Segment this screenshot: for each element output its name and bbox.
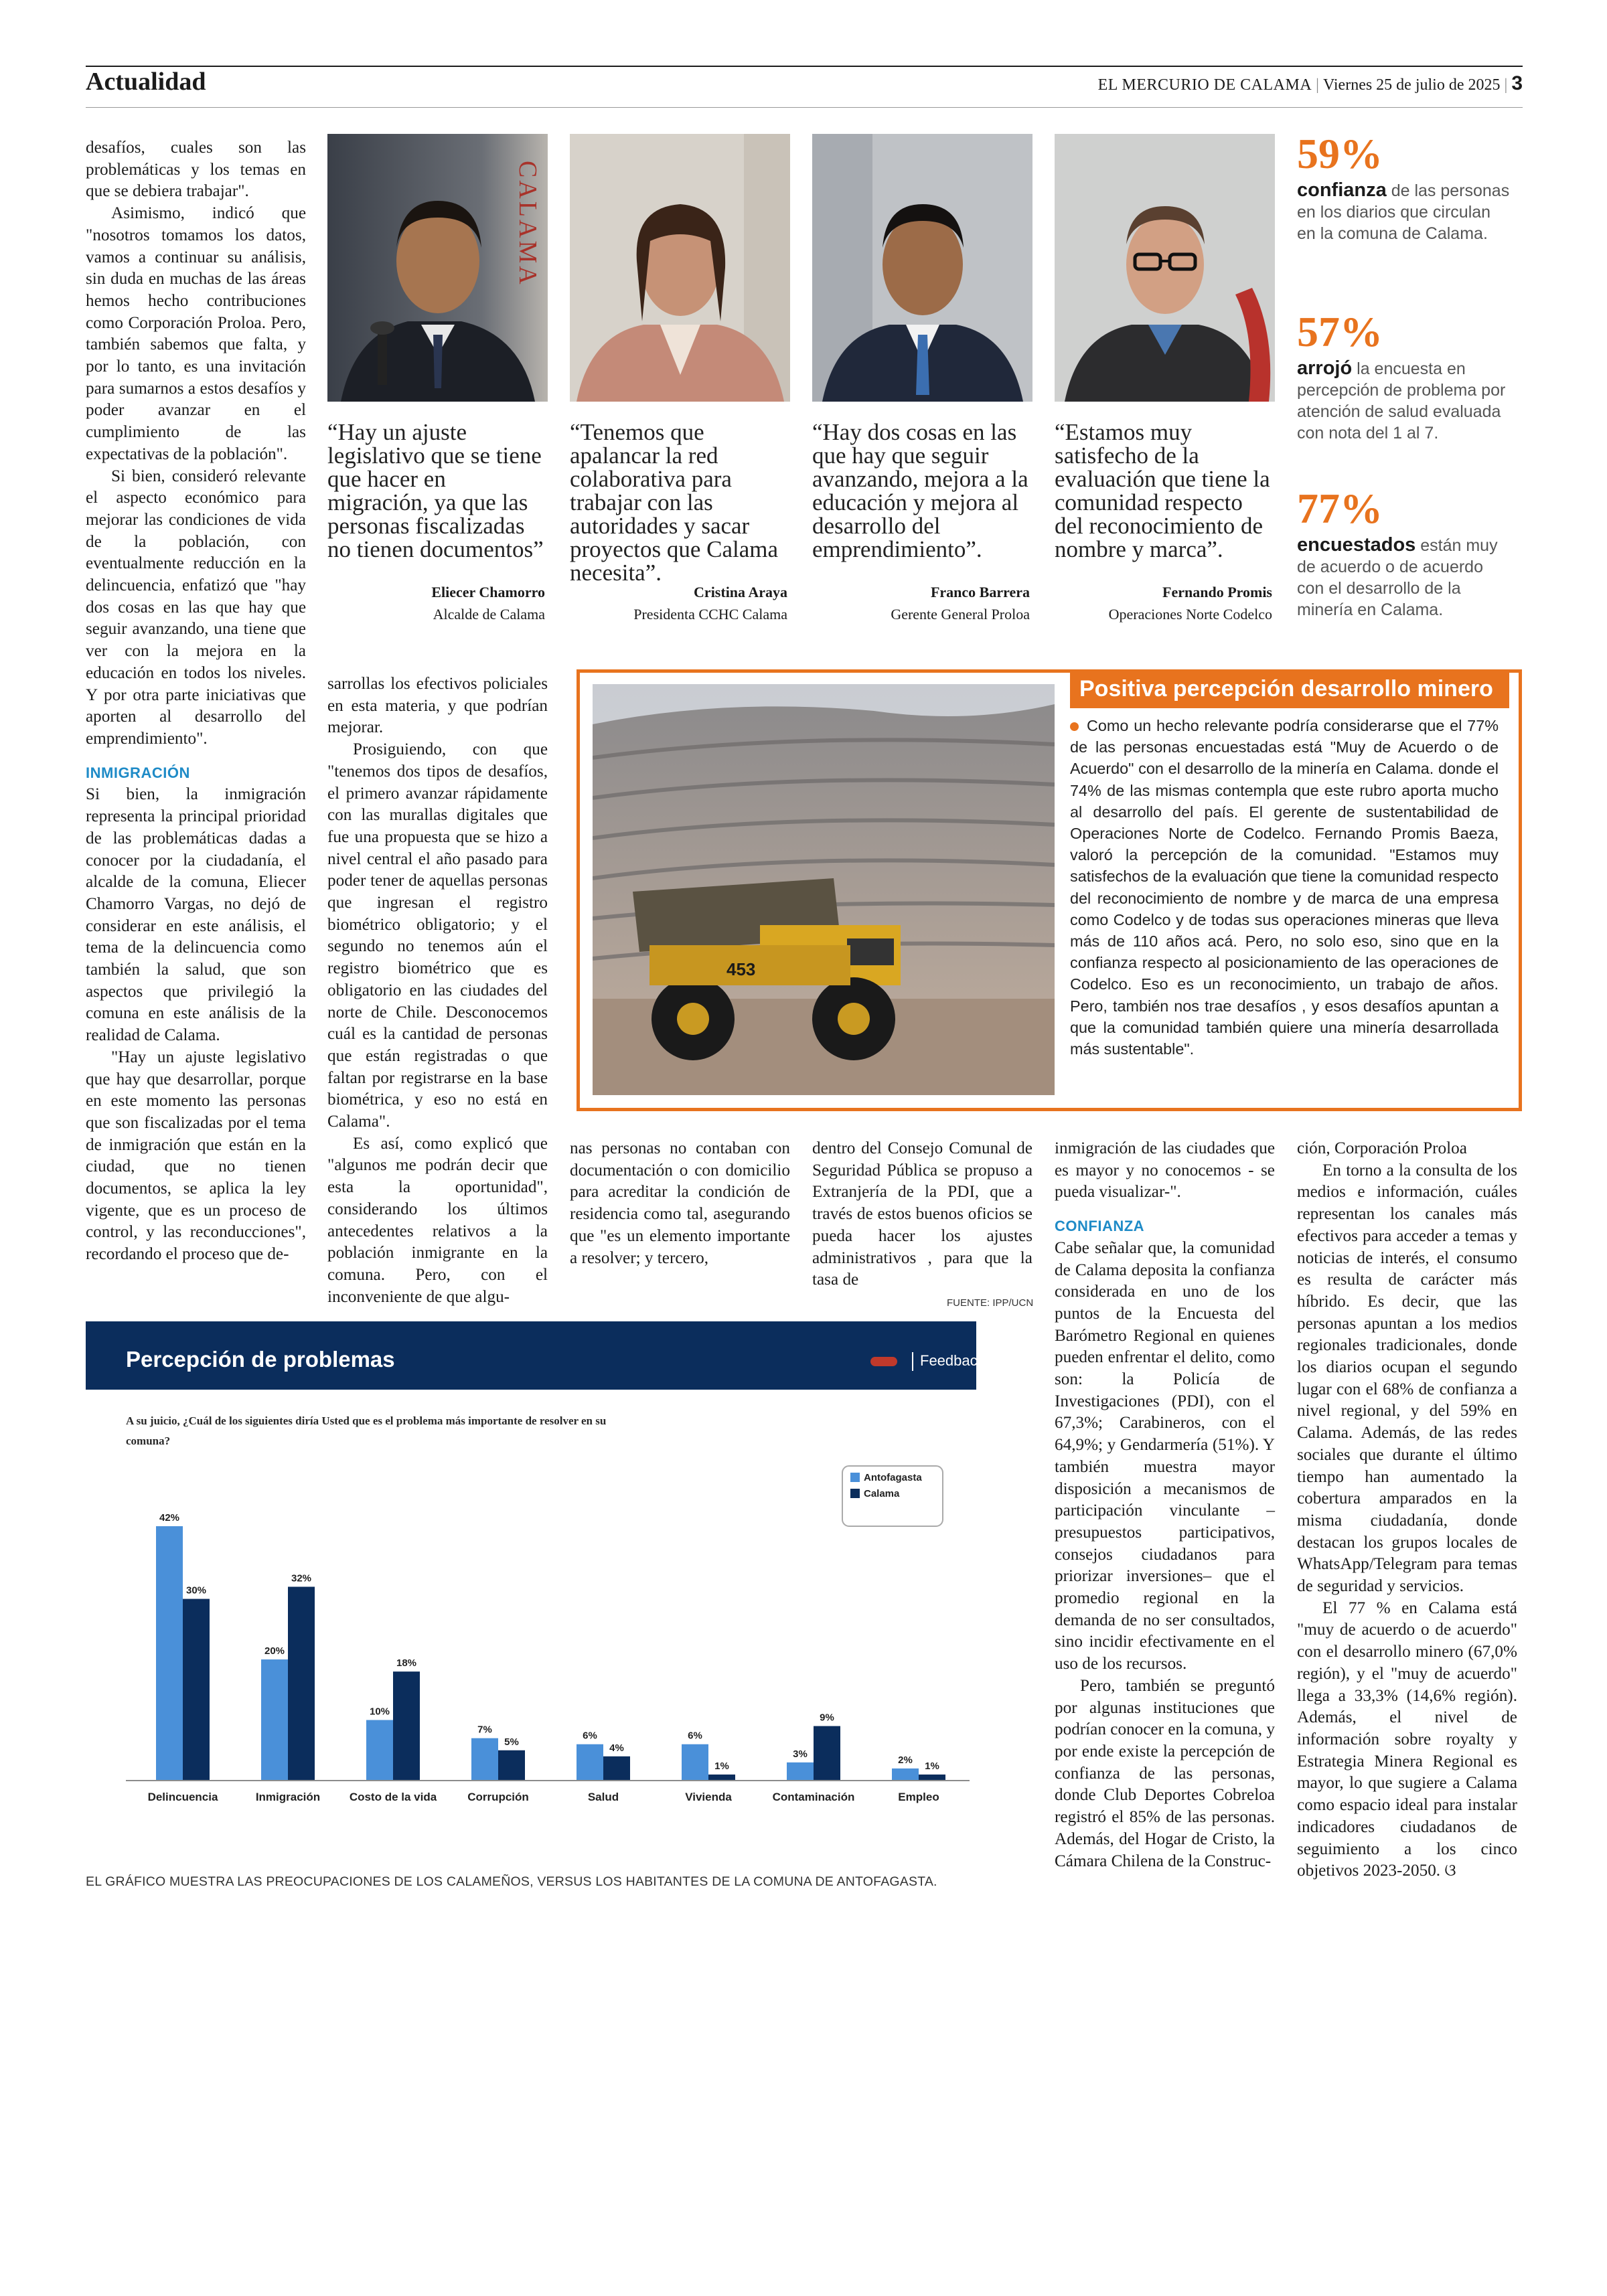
paragraph: Asimismo, indicó que "nosotros tomamos los datos, vamos a continuar su análisis, sin duda en muchas de las áreas hemos hecho contribuciones como Corporación Proloa. Pero, también sabemos que falta, y por lo tanto, es una invitación para sumarnos a estos desafíos y poder avanzar en el cumplimiento de las expectativas de la población".	[86, 204, 306, 463]
paragraph: inmigración de las ciudades que es mayor y no conocemos - se pueda visualizar-".	[1055, 1139, 1275, 1202]
article-column-2	[327, 673, 548, 1308]
article-column-1	[86, 137, 306, 1266]
bar-value-label: 42%	[159, 1512, 180, 1524]
article-column-3	[570, 1138, 790, 1269]
bar-calama-6	[814, 1726, 840, 1781]
mine-image	[593, 684, 1055, 1095]
bar-antofagasta-0	[156, 1526, 183, 1781]
header-rule	[86, 66, 1523, 67]
stat-description	[1297, 534, 1511, 621]
paragraph: Pero, también se preguntó por algunas instituciones que podrían conocer en la comuna, y por ende existe la percepción de confianza de las personas, donde Club Deportes Cobreloa registró el 85% de las personas. Además, del Hogar de Cristo, la Cámara Chilena de la Construc-	[1055, 1676, 1275, 1870]
bar-value-label: 32%	[291, 1572, 312, 1584]
paragraph: desafíos, cuales son las problemáticas y los temas en que se debiera trabajar".	[86, 139, 306, 201]
bar-antofagasta-6	[787, 1762, 814, 1781]
paragraph: dentro del Consejo Comunal de Seguridad Pública se propuso a Extranjería de la PDI, que a través de estos buenos oficios se pueda hacer los ajustes administrativos , para que la tasa de	[812, 1139, 1032, 1289]
category-label: Costo de la vida	[349, 1791, 437, 1803]
paragraph: ción, Corporación Proloa	[1297, 1139, 1467, 1157]
stat-keyword: encuestados	[1297, 534, 1416, 556]
bar-group	[148, 1512, 945, 1803]
mining-paragraph: Como un hecho relevante podría considerarse que el 77% de las personas encuestadas está "Muy de Acuerdo o de Acuerdo" con el desarrollo de la minería en Calama. donde el 74% de las mismas contempla que este rubro aporta mucho al desarrollo del país. El gerente de sustentabilidad de Operaciones Norte de Codelco. Fernando Promis Baeza, valoró la percepción de la comunidad. "Estamos muy satisfechos de la evaluación que tiene la comunidad respecto del reconocimiento de nombre y de marca de una empresa como Codelco y de todas sus operaciones mineras que lleva más de 110 años acá. Pero, no solo eso, sino que en la confianza respecto al posicionamiento de las operaciones de Codelco. Eso es un reconocimiento, un trabajo de años. Pero, también nos trae desafíos , y esos desafíos apuntan a que la comunidad también quiere una minería desarrollada más sustentable".	[1070, 717, 1499, 1058]
brand-separator	[912, 1352, 913, 1371]
calama-logo: CALAMA	[514, 161, 542, 287]
end-mark-icon: ଓ	[1444, 1862, 1456, 1880]
subheading-confianza: CONFIANZA	[1055, 1218, 1145, 1235]
paragraph: En torno a la consulta de los medios e información, cuáles representan los canales más efectivos para acceder a temas y noticias de interés, el consumo es resulta de carácter más híbrido. Es decir, que las personas apuntan a los medios regionales tradicionales, donde los diarios ocupan el segundo lugar con el 68% de confianza a nivel regional, y del 59% en Calama. Además, de las redes sociales que durante el último tiempo han aumentado la cobertura amparados en la misma ciudadanía, donde destacan los grupos locales de WhatsApp/Telegram para temas de seguridad y servicios.	[1297, 1161, 1517, 1596]
chart-source: FUENTE: IPP/UCN	[947, 1297, 1034, 1309]
issue-date: Viernes 25 de julio de 2025	[1322, 76, 1501, 94]
bar-calama-0	[183, 1599, 210, 1781]
portrait-image	[812, 134, 1032, 402]
bar-value-label: 6%	[688, 1730, 702, 1742]
bar-value-label: 1%	[714, 1760, 729, 1772]
chart-legend	[842, 1466, 943, 1526]
bar-calama-1	[288, 1586, 315, 1781]
separator: |	[1316, 76, 1319, 94]
category-label: Empleo	[898, 1791, 939, 1803]
pull-quote-2: “Tenemos que apalancar la red colaborativa para trabajar con las autoridades y sacar proyectos que Calama necesita”.	[570, 419, 779, 586]
bar-value-label: 18%	[396, 1657, 417, 1669]
subheading-inmigracion: INMIGRACIÓN	[86, 764, 190, 781]
truck-number: 453	[726, 959, 756, 979]
paragraph: Si bien, consideró relevante el aspecto económico para mejorar las condiciones de vida de la población, con eventualmente reducción en la delincuencia, enfatizó que "hay dos cosas en las que hay que seguir avanzando, una tiene que ver con la mejora en la educación en todos los niveles. Y por otra parte iniciativas que aporten al desarrollo del emprendimiento".	[86, 467, 306, 748]
bar-antofagasta-5	[682, 1744, 708, 1781]
bar-value-label: 1%	[925, 1760, 939, 1772]
quote-author-name: Eliecer Chamorro	[431, 584, 545, 600]
bar-antofagasta-3	[471, 1738, 498, 1781]
stat-text: están muy de acuerdo o de acuerdo con el desarrollo de la minería en Calama.	[1297, 536, 1498, 619]
article-column-4	[812, 1138, 1032, 1291]
paragraph: Prosiguiendo, con que "tenemos dos tipos de desafíos, el primero avanzar rápidamente con las murallas digitales que fue una propuesta que se hizo a nivel central el año pasado para poder tener de aquellas personas que ingresan el registro biométrico obligatorio; y el segundo no tenemos aún el registro biométrico que es obligatorio en las ciudades del norte de Chile. Desconocemos cuál es la cantidad de personas que están registradas o que faltan por registrarse en la base biométrica, y eso no está en Calama".	[327, 740, 548, 1131]
paragraph: Si bien, la inmigración representa la principal prioridad de las problemáticas dadas a conocer por la ciudadanía, el alcalde de la comuna, Eliecer Chamorro Vargas, no dejó de considerar en este análisis, el tema de la delincuencia como también la salud, que son aspectos que privilegió la comuna en este análisis de la realidad de Calama.	[86, 785, 306, 1045]
stat-percentage: 59%	[1297, 130, 1383, 177]
page-number: 3	[1511, 72, 1523, 94]
bar-antofagasta-2	[366, 1720, 393, 1781]
legend-swatch	[850, 1473, 860, 1482]
separator: |	[1504, 76, 1508, 94]
bar-antofagasta-4	[577, 1744, 603, 1781]
quote-author-name: Fernando Promis	[1162, 584, 1272, 600]
pull-quote-4: “Estamos muy satisfecho de la evaluación que tiene la comunidad respecto del reconocimiento de nombre y marca”.	[1055, 419, 1270, 562]
chart-brand	[870, 1352, 1042, 1371]
bar-calama-3	[498, 1750, 525, 1781]
category-label: Corrupción	[467, 1791, 529, 1803]
quote-author-name: Cristina Araya	[694, 584, 787, 600]
category-label: Inmigración	[255, 1791, 321, 1803]
chart-title: Percepción de problemas	[126, 1347, 395, 1372]
photo-mining-truck	[593, 684, 1055, 1095]
bar-value-label: 6%	[583, 1730, 597, 1742]
mining-box-text	[1070, 715, 1499, 1060]
bar-value-label: 10%	[369, 1706, 390, 1718]
stat-description	[1297, 357, 1511, 444]
bar-value-label: 3%	[793, 1748, 808, 1760]
stat-text: de las personas en los diarios que circulan en la comuna de Calama.	[1297, 181, 1510, 243]
bar-value-label: 9%	[820, 1712, 834, 1724]
legend-label: Calama	[864, 1488, 900, 1499]
bar-value-label: 5%	[504, 1736, 519, 1748]
quote-author-role: Presidenta CCHC Calama	[633, 606, 787, 623]
stat-keyword: confianza	[1297, 179, 1387, 201]
bar-calama-5	[708, 1775, 735, 1781]
stat-description	[1297, 179, 1511, 244]
pull-quote-1: “Hay un ajuste legislativo que se tiene que hacer en migración, ya que las personas fiscalizadas no tienen documentos”	[327, 419, 544, 562]
quote-author-role: Operaciones Norte Codelco	[1108, 606, 1272, 623]
article-column-5	[1055, 1138, 1275, 1872]
photo-franco-barrera	[812, 134, 1032, 402]
bar-calama-4	[603, 1756, 630, 1781]
header-rule-bottom	[86, 107, 1523, 108]
brand-name: Feedbackresearch	[920, 1352, 1043, 1369]
stat-percentage: 77%	[1297, 485, 1383, 532]
category-label: Vivienda	[685, 1791, 732, 1803]
bar-value-label: 30%	[185, 1584, 207, 1596]
bar-antofagasta-7	[892, 1769, 919, 1781]
category-label: Contaminación	[772, 1791, 855, 1803]
quote-author-name: Franco Barrera	[930, 584, 1030, 600]
publication-name: EL MERCURIO DE CALAMA	[1097, 76, 1312, 94]
category-label: Salud	[587, 1791, 619, 1803]
stat-percentage: 57%	[1297, 308, 1383, 355]
mining-box-title: Positiva percepción desarrollo minero	[1070, 671, 1509, 708]
quote-author-role: Alcalde de Calama	[433, 606, 545, 623]
bar-value-label: 7%	[477, 1724, 492, 1736]
chart-caption: EL GRÁFICO MUESTRA LAS PREOCUPACIONES DE LOS CALAMEÑOS, VERSUS LOS HABITANTES DE LA COMUNA DE ANTOFAGASTA.	[86, 1874, 937, 1889]
stat-keyword: arrojó	[1297, 357, 1353, 379]
section-title: Actualidad	[86, 68, 206, 96]
paragraph: Es así, como explicó que "algunos me podrán decir que esta la oportunidad", considerando los últimos antecedentes relativos a la población inmigrante en la comuna. Pero, con el inconveniente de que algu-	[327, 1134, 548, 1306]
photo-fernando-promis	[1055, 134, 1275, 402]
brand-logo-icon	[870, 1357, 897, 1366]
paragraph: Cabe señalar que, la comunidad de Calama deposita la confianza considerada en uno de los puntos de la Encuesta del Barómetro Regional en quienes pueden enfrentar el delito, como son: la Policía de Investigaciones (PDI), con el 67,3%; Carabineros, con el 64,9%; y Gendarmería (51%). Y también muestra mayor disposición a mecanismos de participación vinculante – presupuestos participativos, consejos ciudadanos para priorizar inversiones– que el promedio regional en la demanda de no ser consultados, sino incidir efectivamente en el uso de los recursos.	[1055, 1238, 1275, 1673]
paragraph: "Hay un ajuste legislativo que hay que desarrollar, porque en este momento las personas que son fiscalizadas por el tema de inmigración que están en la ciudad, que no tienen documentos, se aplica la ley vigente, que es un proceso de control, y las reconducciones", recordando el proceso que de-	[86, 1048, 306, 1264]
paragraph: sarrollas los efectivos policiales en esta materia, y que podrían mejorar.	[327, 675, 548, 737]
portrait-image	[1055, 134, 1275, 402]
bullet-dot-icon	[1070, 722, 1079, 731]
bar-value-label: 20%	[264, 1645, 285, 1657]
masthead	[1098, 72, 1523, 95]
bar-chart	[86, 1459, 976, 1821]
chart-question: A su juicio, ¿Cuál de los siguientes diría Usted que es el problema más importante de resolver en su comuna?	[126, 1414, 607, 1447]
bar-antofagasta-1	[261, 1659, 288, 1781]
bar-value-label: 4%	[609, 1742, 624, 1754]
paragraph: nas personas no contaban con documentación o con domicilio para acreditar la condición de residencia como tal, asegurando que "es un elemento importante a resolver; y tercero,	[570, 1139, 790, 1267]
stat-text: la encuesta en percepción de problema por atención de salud evaluada con nota del 1 al 7.	[1297, 359, 1506, 442]
pull-quote-3: “Hay dos cosas en las que hay que seguir avanzando, mejora a la educación y mejora al desarrollo del emprendimiento”.	[812, 419, 1028, 562]
bar-calama-2	[393, 1671, 420, 1781]
legend-label: Antofagasta	[864, 1472, 922, 1483]
photo-eliecer-chamorro	[327, 134, 548, 402]
quote-author-role: Gerente General Proloa	[891, 606, 1030, 623]
portrait-image	[570, 134, 790, 402]
bar-value-label: 2%	[898, 1754, 913, 1766]
legend-swatch	[850, 1489, 860, 1498]
photo-cristina-araya	[570, 134, 790, 402]
paragraph-text: El 77 % en Calama está "muy de acuerdo o de acuerdo" con el desarrollo minero (67,0% región), y el "muy de acuerdo" llega a 33,3% (14,6% región). Además, el nivel de información sobre royalty y Estrategia Minera Regional es mayor, lo que sugiere a Calama como espacio ideal para instalar indicadores ciudadanos de seguimiento a los cinco objetivos 2023-2050.	[1297, 1598, 1517, 1880]
article-column-6	[1297, 1138, 1517, 1882]
paragraph	[1297, 1598, 1517, 1882]
bar-calama-7	[919, 1775, 945, 1781]
category-label: Delincuencia	[147, 1791, 218, 1803]
